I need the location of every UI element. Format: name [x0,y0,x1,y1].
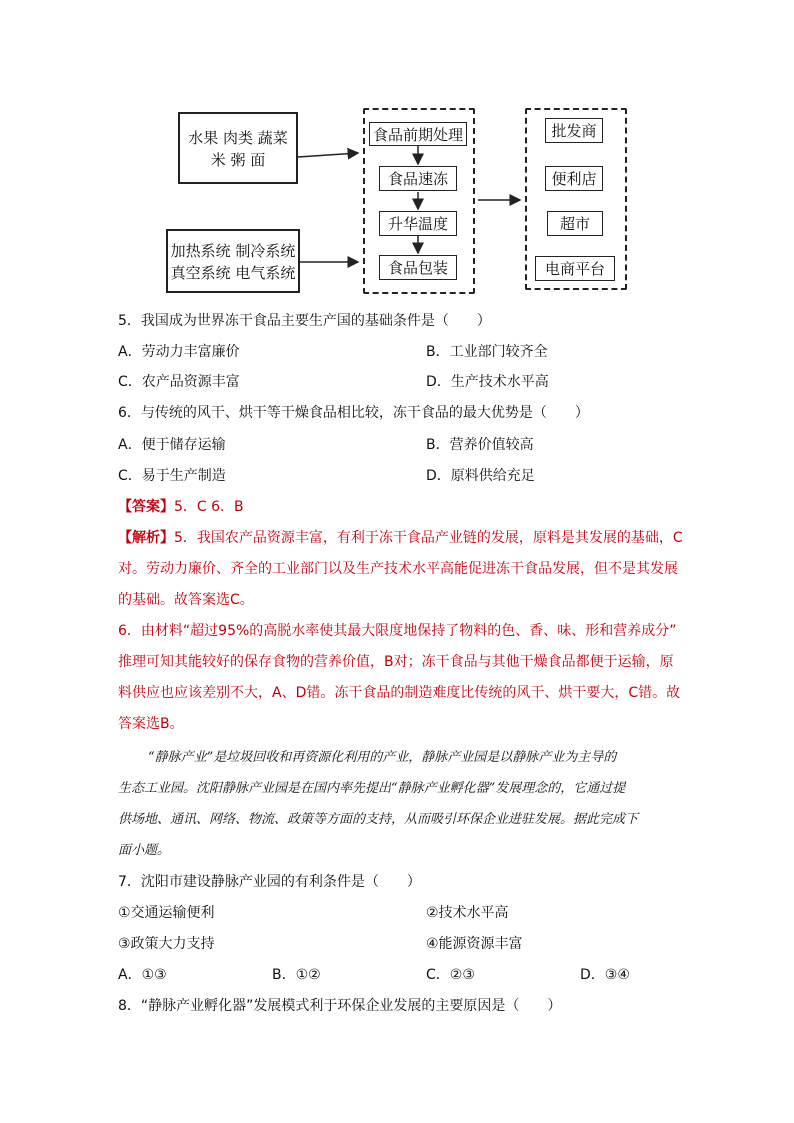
q7-option-d: D．③④ [580,967,630,983]
q5-option-a: A．劳动力丰富廉价 [118,344,240,360]
q7-option-a: A．①③ [118,967,167,983]
q5-option-d: D．生产技术水平高 [426,374,549,390]
system-input-line2: 真空系统 电气系统 [170,264,296,282]
q7-item-2: ②技术水平高 [426,905,509,921]
q5-stem: 5．我国成为世界冻干食品主要生产国的基础条件是（ ） [118,313,491,329]
system-input-box [166,229,300,293]
analysis-line-5: 推理可知其能较好的保存食物的营养价值，B对；冻干食品与其他干燥食品都便于运输，原 [118,654,674,670]
process-step-3: 升华温度 [379,211,457,236]
system-input-line1: 加热系统 制冷系统 [170,242,296,260]
food-input-line2: 米 粥 面 [210,151,266,169]
q7-item-1: ①交通运输便利 [118,905,215,921]
q5-option-b: B．工业部门较齐全 [426,344,548,360]
analysis-text-1: 5．我国农产品资源丰富，有利于冻干食品产业链的发展，原料是其发展的基础，C [174,530,683,546]
analysis-line-6: 料供应也应该差别不大，A、D错。冻干食品的制造难度比传统的风干、烘干要大，C错。故 [118,685,681,701]
analysis-label: 【解析】 [118,530,174,546]
outlet-wholesaler: 批发商 [545,118,603,143]
passage-line-1: “静脉产业”是垃圾回收和再资源化利用的产业，静脉产业园是以静脉产业为主导的 [148,750,617,765]
flow-diagram [0,0,794,300]
analysis-line-1 [118,528,683,548]
answer [118,497,244,517]
q8-stem: 8．“静脉产业孵化器”发展模式利于环保企业发展的主要原因是（ ） [118,998,562,1014]
q7-option-c: C．②③ [426,967,475,983]
analysis-line-3: 的基础。故答案选C。 [118,592,254,608]
outlet-convenience-store: 便利店 [545,166,603,191]
q6-option-a: A．便于储存运输 [118,437,226,453]
arrow-food-to-process [298,153,358,157]
q7-option-b: B．①② [272,967,321,983]
passage-line-4: 面小题。 [118,843,171,858]
food-input-box [178,112,298,184]
process-step-1: 食品前期处理 [369,122,467,146]
process-step-4: 食品包装 [379,255,457,280]
passage-line-3: 供场地、通讯、网络、物流、政策等方面的支持，从而吸引环保企业进驻发展。据此完成下 [118,812,639,827]
outlet-ecommerce: 电商平台 [535,256,615,281]
q6-stem: 6．与传统的风干、烘干等干燥食品相比较，冻干食品的最大优势是（ ） [118,405,589,421]
analysis-line-2: 对。劳动力廉价、齐全的工业部门以及生产技术水平高能促进冻干食品发展，但不是其发展 [118,561,678,577]
q6-option-b: B．营养价值较高 [426,437,534,453]
q6-option-c: C．易于生产制造 [118,468,226,484]
q6-option-d: D．原料供给充足 [426,468,535,484]
q7-item-4: ④能源资源丰富 [426,936,523,952]
q7-stem: 7．沈阳市建设静脉产业园的有利条件是（ ） [118,874,421,890]
q5-option-c: C．农产品资源丰富 [118,374,240,390]
answer-label: 【答案】 [118,499,174,515]
analysis-line-7: 答案选B。 [118,716,184,732]
passage-line-2: 生态工业园。沈阳静脉产业园是在国内率先提出“静脉产业孵化器”发展理念的，它通过提 [118,781,626,796]
analysis-line-4: 6．由材料“超过95%的高脱水率使其最大限度地保持了物料的色、香、味、形和营养成分” [118,623,677,639]
process-step-2: 食品速冻 [379,166,457,191]
answer-text: 5．C 6．B [174,499,244,515]
q7-item-3: ③政策大力支持 [118,936,215,952]
outlet-supermarket: 超市 [547,211,603,236]
food-input-line1: 水果 肉类 蔬菜 [188,129,288,147]
